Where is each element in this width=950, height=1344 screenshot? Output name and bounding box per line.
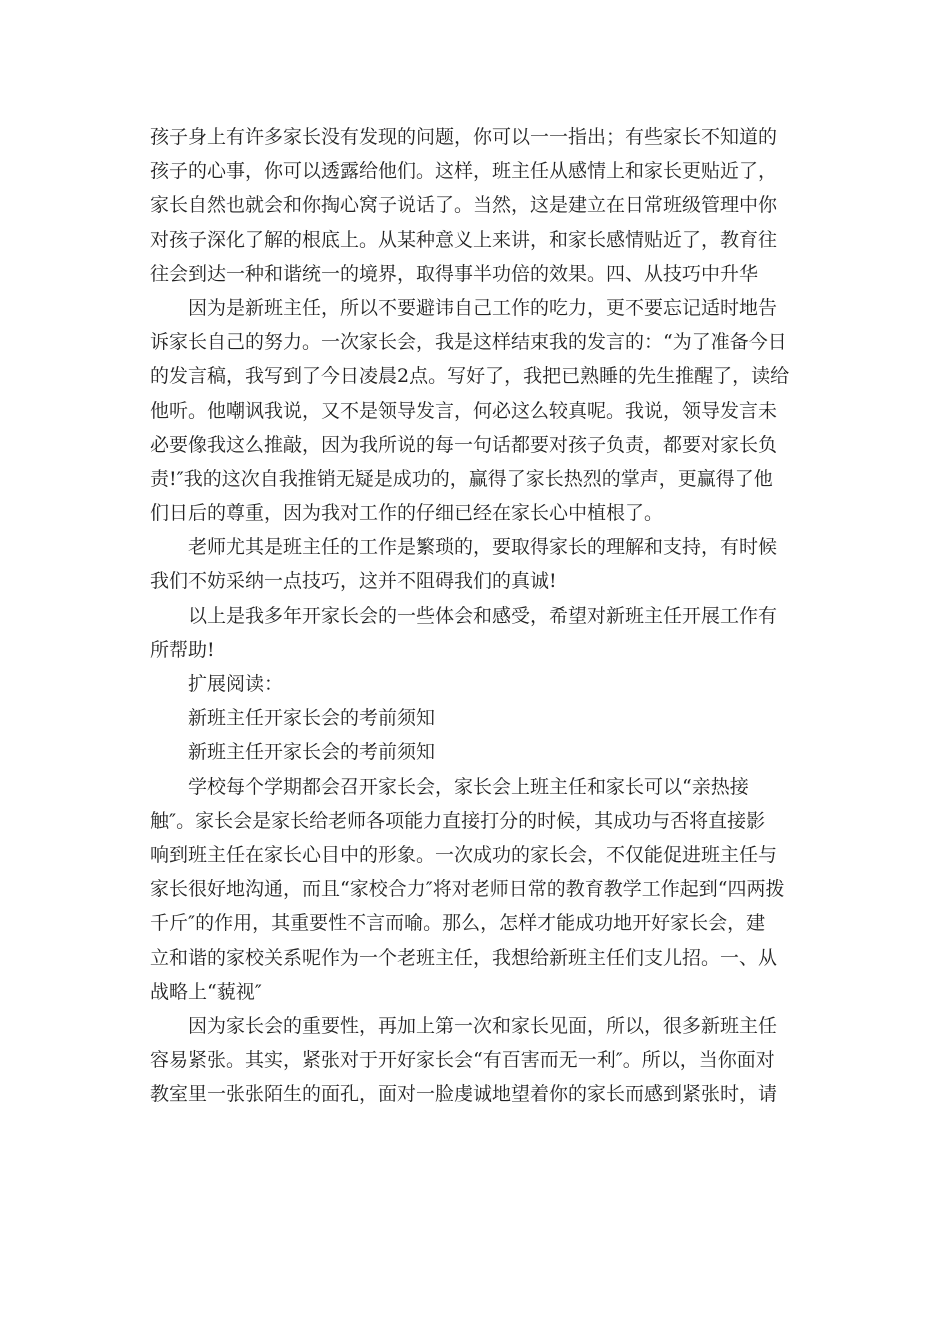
text-line: 容易紧张。其实，紧张对于开好家长会“有百害而无一利″。所以，当你面对 [150, 1049, 775, 1072]
text-line: 孩子的心事，你可以透露给他们。这样，班主任从感情上和家长更贴近了， [150, 160, 778, 183]
text-line: 因为家长会的重要性，再加上第一次和家长见面，所以，很多新班主任 [188, 1014, 778, 1037]
text-line: 触″。家长会是家长给老师各项能力直接打分的时候，其成功与否将直接影 [150, 809, 766, 832]
text-line: 家长自然也就会和你掏心窝子说话了。当然，这是建立在日常班级管理中你 [150, 194, 778, 217]
text-line: 必要像我这么推敲，因为我所说的每一句话都要对孩子负责，都要对家长负 [150, 433, 778, 456]
text-line: 对孩子深化了解的根底上。从某种意义上来讲，和家长感情贴近了，教育往 [150, 228, 778, 251]
text-line: 因为是新班主任，所以不要避讳自己工作的吃力，更不要忘记适时地告 [188, 296, 778, 319]
text-line: 以上是我多年开家长会的一些体会和感受，希望对新班主任开展工作有 [188, 604, 778, 627]
document-body [150, 120, 805, 1111]
text-line: 新班主任开家长会的考前须知 [188, 741, 436, 764]
text-line: 响到班主任在家长心目中的形象。一次成功的家长会，不仅能促进班主任与 [150, 843, 778, 866]
text-line: 的发言稿，我写到了今日凌晨2点。写好了，我把已熟睡的先生推醒了，读给 [150, 365, 790, 388]
text-line: 往会到达一种和谐统一的境界，取得事半功倍的效果。四、从技巧中升华 [150, 262, 759, 285]
text-line: 责!″我的这次自我推销无疑是成功的，赢得了家长热烈的掌声，更赢得了他 [150, 467, 773, 490]
text-line: 家长很好地沟通，而且“家校合力″将对老师日常的教育教学工作起到“四两拨 [150, 878, 785, 901]
text-line: 老师尤其是班主任的工作是繁琐的，要取得家长的理解和支持，有时候 [188, 536, 778, 559]
text-line: 诉家长自己的努力。一次家长会，我是这样结束我的发言的：“为了准备今日 [150, 331, 787, 354]
text-line: 教室里一张张陌生的面孔，面对一脸虔诚地望着你的家长而感到紧张时，请 [150, 1083, 778, 1106]
text-line: 扩展阅读： [188, 673, 284, 695]
text-line: 千斤″的作用，其重要性不言而喻。那么，怎样才能成功地开好家长会，建 [150, 912, 766, 935]
text-line: 他听。他嘲讽我说，又不是领导发言，何必这么较真呢。我说，领导发言未 [150, 399, 778, 422]
text-line: 所帮助! [150, 638, 215, 661]
text-line: 学校每个学期都会召开家长会，家长会上班主任和家长可以“亲热接 [188, 775, 749, 798]
text-line: 立和谐的家校关系呢作为一个老班主任，我想给新班主任们支儿招。一、从 [150, 946, 778, 969]
text-line: 孩子身上有许多家长没有发现的问题，你可以一一指出；有些家长不知道的 [150, 126, 778, 148]
text-line: 我们不妨采纳一点技巧，这并不阻碍我们的真诚! [150, 570, 557, 593]
text-line: 战略上“藐视″ [150, 980, 262, 1003]
text-line: 们日后的尊重，因为我对工作的仔细已经在家长心中植根了。 [150, 502, 664, 525]
text-line: 新班主任开家长会的考前须知 [188, 707, 436, 730]
